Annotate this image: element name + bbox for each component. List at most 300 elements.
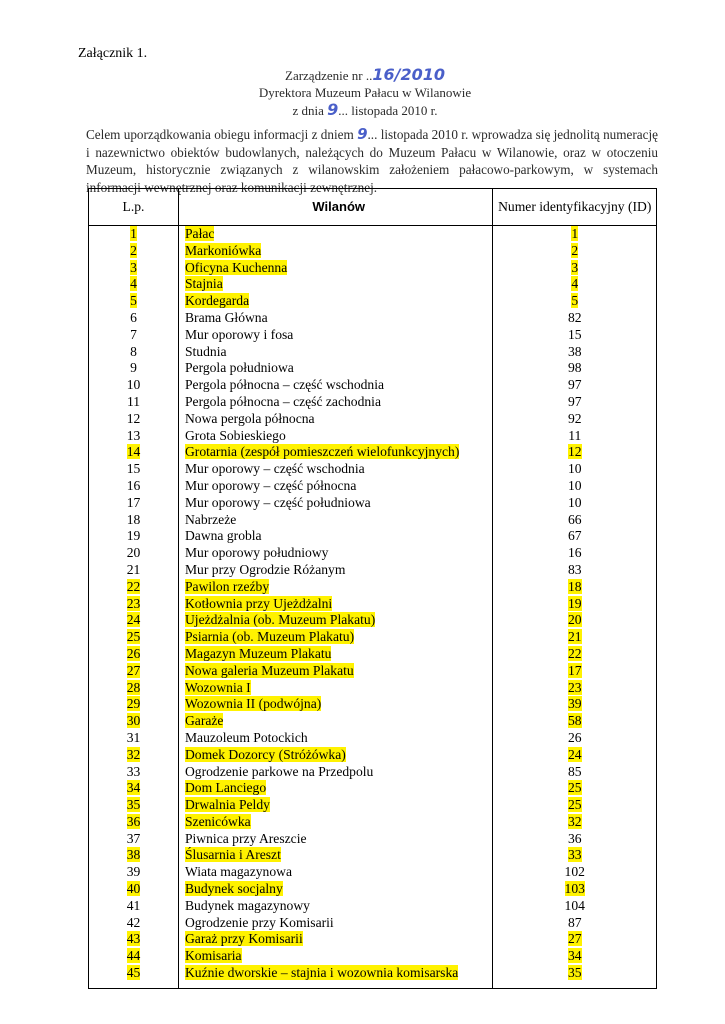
cell-lp-text: 20 [126,545,141,561]
intro-part-2: ... listopada 2010 r. wprowadza się jednolitą numerację i nazewnictwo obiektów budowlanych, należących do Muzeum Pałacu w Wilanowie, oraz w otoczeniu Muzeum, historycznie związanych z wilanowskim założeniem pałacowo-parkowym, w systemach informacji wewnętrznej oraz komunikacji zewnętrznej. [86,127,658,195]
cell-name [178,344,493,361]
order-header [200,66,530,119]
table-row [89,931,657,948]
cell-id-text: 85 [567,763,582,779]
cell-id [493,394,657,411]
cell-name-text: Mur oporowy – część południowa [184,494,371,510]
cell-name [178,965,493,988]
cell-lp [89,797,179,814]
cell-name [178,797,493,814]
cell-name [178,646,493,663]
table-row [89,898,657,915]
annex-label: Załącznik 1. [78,46,148,61]
table-row [89,428,657,445]
cell-id [493,898,657,915]
cell-name [178,579,493,596]
cell-id [493,948,657,965]
cell-lp-text: 23 [126,595,141,611]
cell-id [493,797,657,814]
cell-name [178,260,493,277]
cell-id-text: 35 [567,965,582,981]
cell-id [493,629,657,646]
cell-lp [89,898,179,915]
cell-id [493,310,657,327]
cell-name [178,310,493,327]
table-row [89,327,657,344]
cell-id [493,663,657,680]
cell-lp [89,360,179,377]
cell-id [493,814,657,831]
cell-name-text: Kordegarda [184,293,250,309]
cell-id-text: 11 [568,427,582,443]
cell-name [178,360,493,377]
cell-lp [89,847,179,864]
cell-id [493,478,657,495]
cell-lp-text: 1 [130,226,137,241]
cell-id [493,243,657,260]
cell-lp [89,881,179,898]
table-row [89,579,657,596]
cell-name [178,394,493,411]
table-row [89,495,657,512]
cell-id [493,276,657,293]
cell-lp [89,461,179,478]
cell-lp-text: 14 [126,444,141,460]
cell-id-text: 10 [567,461,582,477]
cell-name-text: Drwalnia Peldy [184,797,270,813]
cell-lp-text: 9 [130,360,137,376]
table-row [89,377,657,394]
cell-id-text: 18 [567,578,582,594]
cell-id [493,931,657,948]
cell-id-text: 25 [567,780,582,796]
cell-id-text: 83 [567,561,582,577]
cell-id [493,327,657,344]
cell-lp [89,528,179,545]
cell-lp [89,680,179,697]
header-id: Numer identyfikacyjny (ID) [493,189,657,226]
cell-lp-text: 16 [126,477,141,493]
cell-id-text: 16 [567,545,582,561]
cell-lp-text: 2 [130,242,137,258]
table-row [89,646,657,663]
cell-lp-text: 38 [126,847,141,863]
cell-id-text: 103 [564,881,585,897]
cell-id-text: 20 [567,612,582,628]
cell-lp [89,579,179,596]
cell-name-text: Mauzoleum Potockich [184,729,308,745]
cell-lp-text: 15 [126,461,141,477]
table-row [89,344,657,361]
cell-id [493,360,657,377]
cell-id-text: 26 [567,729,582,745]
table-row [89,360,657,377]
cell-id-text: 17 [567,662,582,678]
table-row [89,814,657,831]
cell-lp [89,562,179,579]
cell-id [493,545,657,562]
cell-name [178,931,493,948]
cell-id-text: 58 [567,713,582,729]
cell-lp-text: 25 [126,629,141,645]
cell-name-text: Nowa pergola północna [184,410,315,426]
order-line-1 [200,66,530,84]
cell-lp-text: 36 [126,813,141,829]
table-row [89,764,657,781]
cell-id [493,596,657,613]
cell-id [493,764,657,781]
table-body [89,226,657,989]
cell-name-text: Garaże [184,713,224,729]
table-row [89,847,657,864]
cell-id-text: 27 [567,931,582,947]
cell-name [178,545,493,562]
cell-name-text: Stajnia [184,276,223,292]
cell-name [178,428,493,445]
cell-id-text: 3 [571,259,579,275]
cell-name-text: Mur przy Ogrodzie Różanym [184,561,346,577]
cell-name [178,596,493,613]
table-row [89,831,657,848]
cell-id-text: 67 [567,528,582,544]
cell-name-text: Budynek magazynowy [184,897,310,913]
cell-lp [89,411,179,428]
cell-id-text: 1 [571,226,579,241]
order-number-handwritten: 16/2010 [372,65,445,84]
cell-name-text: Wozownia I [184,679,251,695]
cell-lp-text: 37 [126,830,141,846]
cell-name [178,629,493,646]
cell-id [493,579,657,596]
table-row [89,478,657,495]
cell-name-text: Pawilon rzeźby [184,578,270,594]
cell-name-text: Markoniówka [184,242,262,258]
table-row [89,243,657,260]
cell-name-text: Ślusarnia i Areszt [184,847,281,863]
table-row [89,680,657,697]
cell-lp [89,428,179,445]
cell-name [178,780,493,797]
cell-id [493,495,657,512]
cell-lp-text: 35 [126,797,141,813]
cell-lp [89,260,179,277]
cell-lp [89,612,179,629]
cell-name-text: Pałac [184,226,215,241]
cell-id-text: 12 [567,444,582,460]
table-row [89,915,657,932]
cell-id-text: 92 [567,410,582,426]
cell-name [178,864,493,881]
cell-id [493,562,657,579]
table-row [89,864,657,881]
cell-id [493,680,657,697]
cell-id [493,965,657,988]
table-row [89,696,657,713]
cell-id [493,915,657,932]
cell-name [178,713,493,730]
cell-lp [89,444,179,461]
cell-lp [89,545,179,562]
table-row [89,965,657,988]
cell-id [493,713,657,730]
table-row [89,310,657,327]
cell-id [493,461,657,478]
cell-id-text: 34 [567,948,582,964]
cell-lp-text: 13 [126,427,141,443]
cell-id [493,444,657,461]
cell-lp-text: 18 [126,511,141,527]
cell-lp [89,327,179,344]
cell-name [178,730,493,747]
cell-name-text: Ujeżdżalnia (ob. Muzeum Plakatu) [184,612,376,628]
order-day-handwritten: 9 [327,100,339,119]
order-line-3 [200,101,530,119]
cell-id-text: 19 [567,595,582,611]
cell-id-text: 24 [567,746,582,762]
cell-lp [89,814,179,831]
cell-name-text: Dawna grobla [184,528,262,544]
cell-lp-text: 41 [126,897,141,913]
table-row [89,260,657,277]
cell-name-text: Magazyn Muzeum Plakatu [184,645,332,661]
cell-name-text: Psiarnia (ob. Muzeum Plakatu) [184,629,355,645]
cell-lp-text: 19 [126,528,141,544]
cell-name-text: Mur oporowy – część północna [184,477,357,493]
cell-name [178,747,493,764]
cell-name [178,276,493,293]
cell-id-text: 97 [567,393,582,409]
cell-id-text: 21 [567,629,582,645]
cell-name-text: Pergola północna – część wschodnia [184,377,385,393]
cell-lp-text: 32 [126,746,141,762]
cell-name [178,831,493,848]
intro-paragraph [86,126,658,196]
cell-lp [89,344,179,361]
order-line-2: Dyrektora Muzeum Pałacu w Wilanowie [258,85,472,100]
cell-lp [89,646,179,663]
cell-id-text: 15 [567,326,582,342]
cell-name-text: Dom Lanciego [184,780,267,796]
table-row [89,881,657,898]
cell-lp-text: 26 [126,645,141,661]
cell-id-text: 104 [564,897,585,913]
cell-name-text: Pergola południowa [184,360,294,376]
cell-id [493,696,657,713]
cell-name [178,898,493,915]
cell-id-text: 36 [567,830,582,846]
cell-lp [89,948,179,965]
cell-lp-text: 27 [126,662,141,678]
cell-id-text: 10 [567,494,582,510]
cell-id [493,411,657,428]
intro-day-handwritten: 9 [357,125,368,143]
cell-id-text: 66 [567,511,582,527]
cell-name [178,680,493,697]
cell-name [178,948,493,965]
cell-lp [89,377,179,394]
cell-name [178,243,493,260]
table-row [89,780,657,797]
cell-lp-text: 33 [126,763,141,779]
cell-name-text: Garaż przy Komisarii [184,931,303,947]
cell-lp [89,495,179,512]
cell-lp-text: 10 [126,377,141,393]
cell-name-text: Nabrzeże [184,511,237,527]
cell-id-text: 38 [567,343,582,359]
cell-name-text: Wiata magazynowa [184,864,292,880]
cell-lp [89,596,179,613]
cell-name-text: Kuźnie dworskie – stajnia i wozownia komisarska [184,965,459,981]
cell-name-text: Brama Główna [184,309,268,325]
cell-id [493,226,657,243]
table-row [89,461,657,478]
cell-lp-text: 11 [126,393,141,409]
cell-lp [89,478,179,495]
table-row [89,663,657,680]
cell-lp [89,226,179,243]
cell-id [493,428,657,445]
table-row [89,948,657,965]
cell-name-text: Nowa galeria Muzeum Plakatu [184,662,354,678]
cell-name [178,478,493,495]
table-row [89,528,657,545]
cell-id [493,612,657,629]
cell-lp-text: 28 [126,679,141,695]
cell-name-text: Oficyna Kuchenna [184,259,288,275]
cell-id [493,831,657,848]
cell-name [178,764,493,781]
cell-lp-text: 34 [126,780,141,796]
cell-lp [89,663,179,680]
cell-lp [89,831,179,848]
cell-lp-text: 30 [126,713,141,729]
cell-name [178,847,493,864]
table-row [89,612,657,629]
cell-name-text: Domek Dozorcy (Stróżówka) [184,746,346,762]
cell-name-text: Ogrodzenie parkowe na Przedpolu [184,763,374,779]
cell-id [493,377,657,394]
cell-name [178,696,493,713]
cell-id-text: 4 [571,276,579,292]
cell-name-text: Mur oporowy południowy [184,545,329,561]
cell-lp-text: 42 [126,914,141,930]
cell-lp-text: 24 [126,612,141,628]
table-row [89,394,657,411]
table-row [89,545,657,562]
cell-lp [89,293,179,310]
cell-name-text: Mur oporowy – część wschodnia [184,461,365,477]
cell-lp [89,713,179,730]
cell-name [178,528,493,545]
cell-id [493,512,657,529]
cell-lp-text: 31 [126,729,141,745]
cell-lp-text: 45 [126,965,141,981]
cell-lp-text: 7 [130,326,137,342]
cell-name-text: Komisaria [184,948,242,964]
cell-lp-text: 21 [126,561,141,577]
cell-lp [89,965,179,988]
cell-name [178,562,493,579]
intro-part-1: Celem uporządkowania obiegu informacji z dniem [86,127,358,142]
cell-id-text: 97 [567,377,582,393]
table-header-row [89,189,657,226]
cell-name-text: Kotłownia przy Ujeżdżalni [184,595,333,611]
cell-id [493,747,657,764]
cell-id-text: 25 [567,797,582,813]
cell-id-text: 5 [571,293,579,309]
table-row [89,596,657,613]
cell-lp [89,243,179,260]
cell-name [178,327,493,344]
cell-name [178,512,493,529]
table-row [89,797,657,814]
cell-name [178,377,493,394]
header-lp: L.p. [89,189,179,226]
cell-id-text: 33 [567,847,582,863]
cell-name-text: Ogrodzenie przy Komisarii [184,914,334,930]
cell-lp-text: 4 [130,276,137,292]
table-row [89,293,657,310]
cell-name-text: Wozownia II (podwójna) [184,696,322,712]
cell-lp [89,276,179,293]
cell-id [493,730,657,747]
cell-id [493,780,657,797]
cell-id [493,646,657,663]
header-name: Wilanów [178,189,493,226]
cell-id-text: 22 [567,645,582,661]
table-row [89,411,657,428]
cell-name-text: Pergola północna – część zachodnia [184,393,381,409]
cell-lp-text: 17 [126,494,141,510]
cell-name [178,663,493,680]
cell-lp-text: 29 [126,696,141,712]
cell-name [178,461,493,478]
cell-lp-text: 8 [130,343,137,359]
table-row [89,747,657,764]
order-date-suffix: ... listopada 2010 r. [338,103,438,118]
cell-name [178,293,493,310]
cell-lp-text: 44 [126,948,141,964]
cell-id-text: 23 [567,679,582,695]
table-row [89,629,657,646]
cell-id-text: 87 [567,914,582,930]
cell-id [493,260,657,277]
table-row [89,713,657,730]
cell-lp [89,780,179,797]
cell-lp [89,310,179,327]
cell-id-text: 82 [567,309,582,325]
cell-id [493,881,657,898]
cell-name [178,411,493,428]
table-row [89,226,657,243]
cell-name-text: Szenicówka [184,813,251,829]
cell-id [493,293,657,310]
cell-lp [89,512,179,529]
cell-id-text: 98 [567,360,582,376]
cell-lp-text: 40 [126,881,141,897]
cell-lp [89,931,179,948]
cell-name-text: Grotarnia (zespół pomieszczeń wielofunkcyjnych) [184,444,460,460]
cell-lp-text: 22 [126,578,141,594]
cell-id [493,344,657,361]
cell-name-text: Piwnica przy Areszcie [184,830,307,846]
cell-name [178,226,493,243]
cell-lp-text: 39 [126,864,141,880]
objects-table [88,188,657,989]
cell-name [178,881,493,898]
cell-lp [89,730,179,747]
cell-lp [89,696,179,713]
